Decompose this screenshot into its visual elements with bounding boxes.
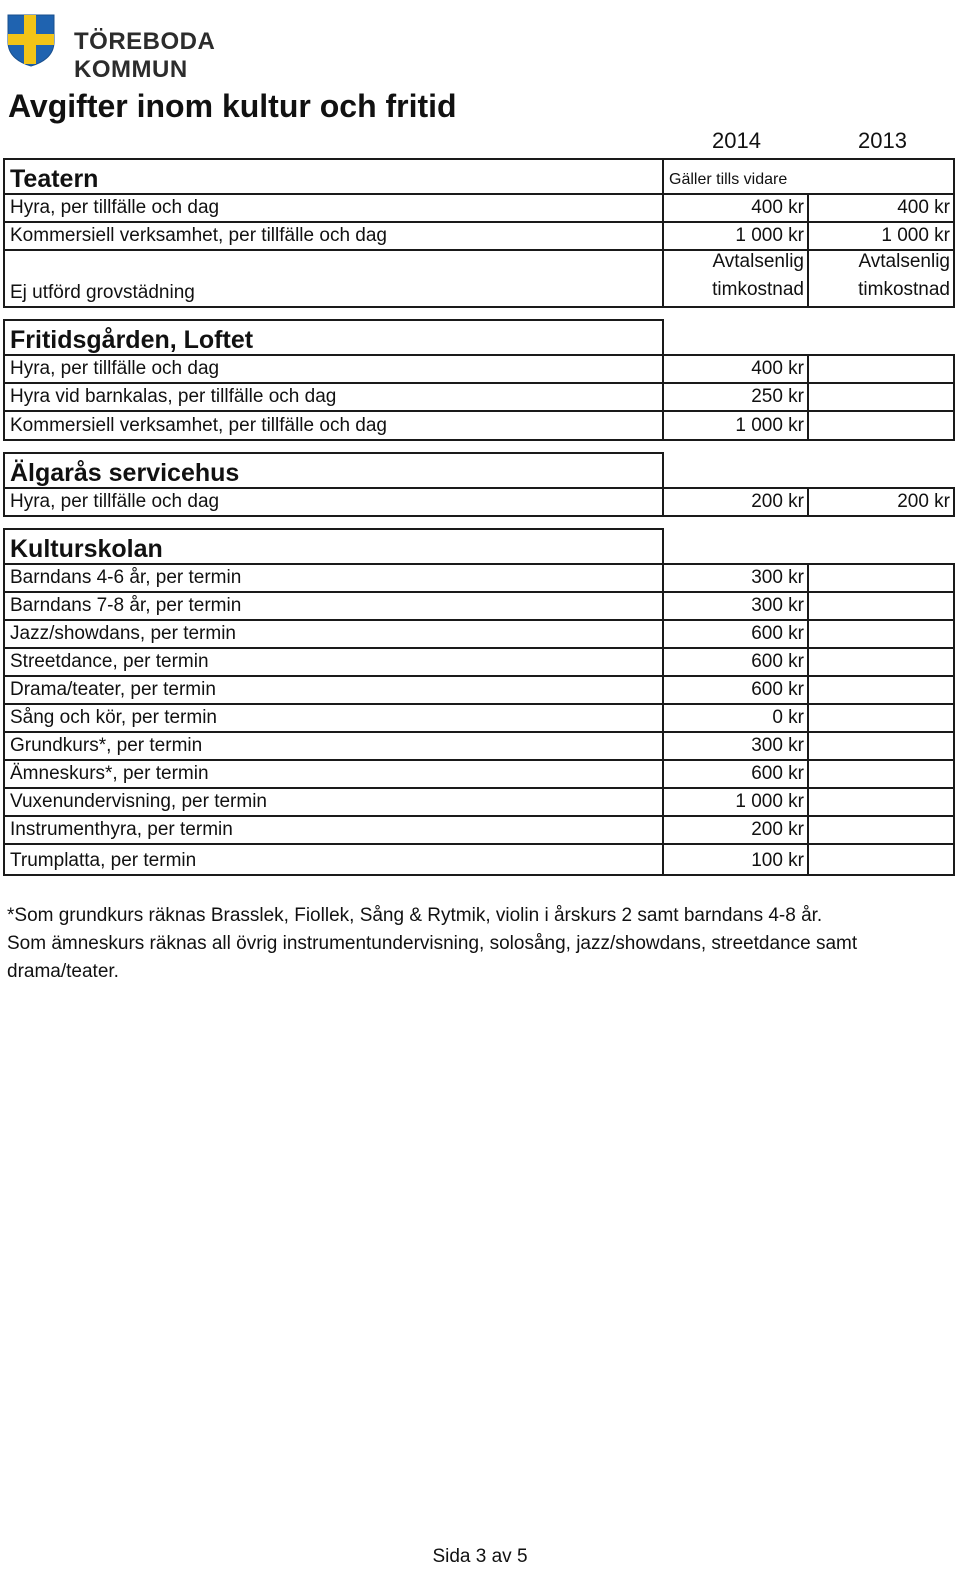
price-2014-multiline: [662, 249, 809, 308]
table-row-label: Hyra, per tillfälle och dag: [3, 354, 664, 384]
table-row-label: Hyra, per tillfälle och dag: [3, 193, 664, 223]
price-2014: 100 kr: [662, 843, 809, 876]
price-2013-empty: [807, 591, 955, 621]
table-row-label: Instrumenthyra, per termin: [3, 815, 664, 845]
price-2014: 1 000 kr: [662, 787, 809, 817]
price-2013-empty: [807, 759, 955, 789]
price-2014: 300 kr: [662, 731, 809, 761]
price-2013: 400 kr: [807, 193, 955, 223]
price-2014: 300 kr: [662, 563, 809, 593]
table-row-label: Streetdance, per termin: [3, 647, 664, 677]
section-title-teatern: Teatern: [3, 158, 664, 195]
section-title-algaras: Älgarås servicehus: [3, 452, 664, 489]
table-row-label: Jazz/showdans, per termin: [3, 619, 664, 649]
table-row-label: Ej utförd grovstädning: [3, 249, 664, 308]
page-title: Avgifter inom kultur och fritid: [8, 88, 457, 124]
price-2013-empty: [807, 647, 955, 677]
price-2014: 0 kr: [662, 703, 809, 733]
price-2013-multiline: [807, 249, 955, 308]
price-2014: 400 kr: [662, 354, 809, 384]
table-row-label: Trumplatta, per termin: [3, 843, 664, 876]
shield-icon: [4, 12, 60, 68]
price-line: Avtalsenlig: [712, 251, 804, 272]
logo-text: TÖREBODA KOMMUN: [74, 28, 215, 83]
table-row-label: Barndans 7-8 år, per termin: [3, 591, 664, 621]
page-number: Sida 3 av 5: [432, 1546, 528, 1567]
price-2013-empty: [807, 843, 955, 876]
price-2014: 600 kr: [662, 647, 809, 677]
price-2014: 600 kr: [662, 675, 809, 705]
table-row-label: Barndans 4-6 år, per termin: [3, 563, 664, 593]
table-row-label: Ämneskurs*, per termin: [3, 759, 664, 789]
price-2013: 200 kr: [807, 487, 955, 517]
year-2013: 2013: [858, 128, 907, 153]
price-2014: 200 kr: [662, 487, 809, 517]
year-2014: 2014: [712, 128, 761, 153]
price-2013-empty: [807, 382, 955, 412]
table-row-label: Grundkurs*, per termin: [3, 731, 664, 761]
price-2013-empty: [807, 815, 955, 845]
price-2013-empty: [807, 675, 955, 705]
price-line: timkostnad: [712, 279, 804, 300]
price-2014: 400 kr: [662, 193, 809, 223]
table-row-label: Hyra vid barnkalas, per tillfälle och dag: [3, 382, 664, 412]
section-title-kulturskolan: Kulturskolan: [3, 528, 664, 565]
price-line: timkostnad: [858, 279, 950, 300]
table-row-label: Hyra, per tillfälle och dag: [3, 487, 664, 517]
table-row-label: Drama/teater, per termin: [3, 675, 664, 705]
section-title-fritidsgarden: Fritidsgården, Loftet: [3, 319, 664, 356]
price-2014: 600 kr: [662, 619, 809, 649]
price-2014: 200 kr: [662, 815, 809, 845]
footnote-amneskurs: Som ämneskurs räknas all övrig instrumentundervisning, solosång, jazz/showdans, streetdance samt: [7, 933, 858, 954]
price-2013-empty: [807, 563, 955, 593]
price-2014: 300 kr: [662, 591, 809, 621]
price-2014: 1 000 kr: [662, 221, 809, 251]
price-2014: 1 000 kr: [662, 410, 809, 441]
municipality-logo: [4, 12, 324, 83]
table-row-label: Kommersiell verksamhet, per tillfälle och dag: [3, 221, 664, 251]
price-2014: 250 kr: [662, 382, 809, 412]
table-row-label: Sång och kör, per termin: [3, 703, 664, 733]
table-row-label: Kommersiell verksamhet, per tillfälle och dag: [3, 410, 664, 441]
price-2013-empty: [807, 787, 955, 817]
footnote-amneskurs-cont: drama/teater.: [7, 961, 119, 982]
price-2013-empty: [807, 354, 955, 384]
table-row-label: Vuxenundervisning, per termin: [3, 787, 664, 817]
footnote-grundkurs: *Som grundkurs räknas Brasslek, Fiollek, Sång & Rytmik, violin i årskurs 2 samt barndans 4-8 år.: [7, 905, 823, 926]
price-2013-empty: [807, 703, 955, 733]
price-2013-empty: [807, 410, 955, 441]
price-2013: 1 000 kr: [807, 221, 955, 251]
price-2013-empty: [807, 731, 955, 761]
price-2013-empty: [807, 619, 955, 649]
price-2014: 600 kr: [662, 759, 809, 789]
teatern-validity-note: Gäller tills vidare: [662, 158, 955, 195]
price-line: Avtalsenlig: [858, 251, 950, 272]
